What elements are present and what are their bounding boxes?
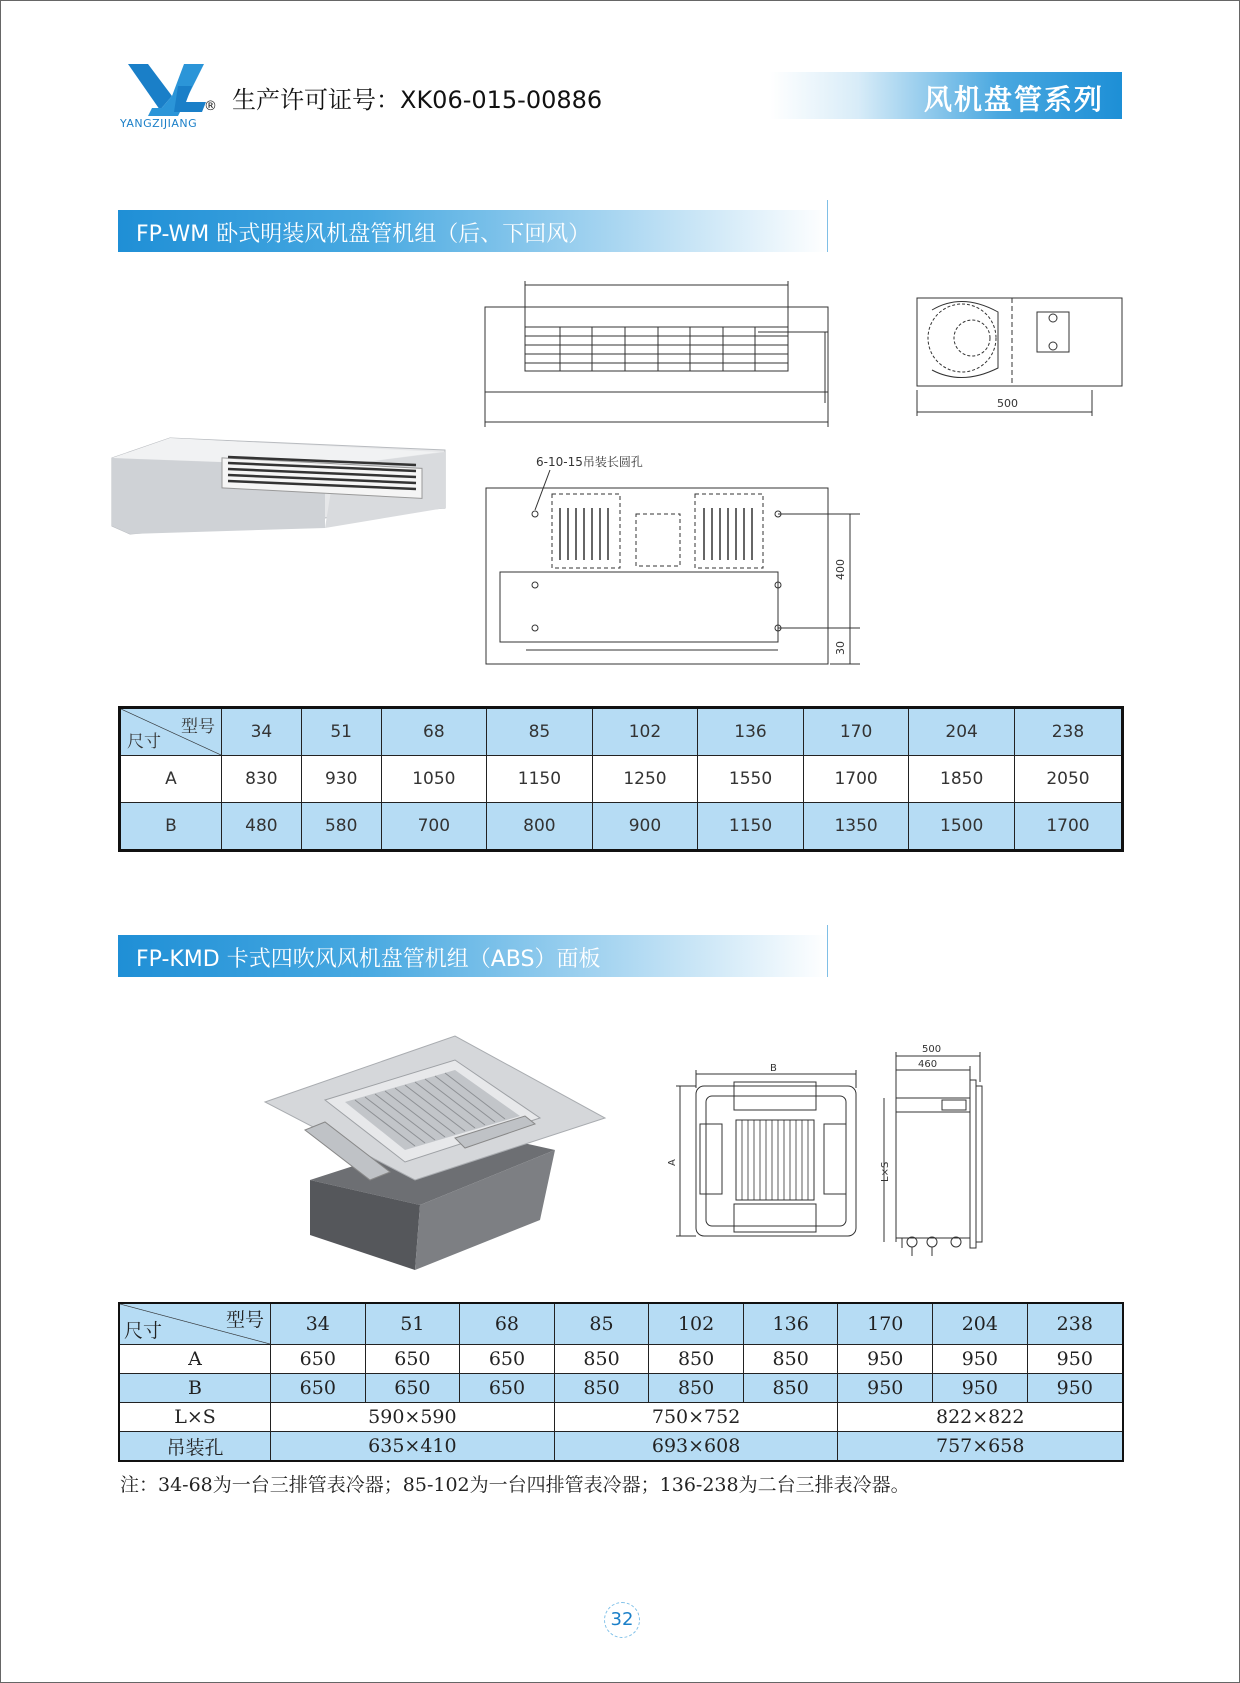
dim-a-label: A — [667, 1159, 678, 1166]
series-title: 风机盘管系列 — [923, 83, 1104, 116]
model-cell: 51 — [365, 1303, 460, 1345]
wall-fan-coil-photo — [110, 430, 445, 545]
dim-lxs-label: L×S — [880, 1161, 891, 1182]
model-cell: 170 — [803, 708, 909, 756]
section1-banner — [118, 210, 828, 252]
row-label: L×S — [119, 1403, 271, 1432]
table-cell: 900 — [592, 803, 698, 851]
cassette-fan-coil-photo — [265, 1030, 605, 1275]
section2-title: FP-KMD 卡式四吹风风机盘管机组（ABS）面板 — [136, 947, 601, 972]
table-footnote: 注：34-68为一台三排管表冷器；85-102为一台四排管表冷器；136-238为二台三排表冷器。 — [120, 1474, 910, 1496]
table-cell: 1250 — [592, 756, 698, 803]
table-cell: 1550 — [698, 756, 804, 803]
table-cell: 850 — [649, 1345, 744, 1374]
model-cell: 68 — [460, 1303, 555, 1345]
table-row — [119, 1432, 1123, 1462]
dim-30-label: 30 — [834, 641, 847, 655]
logo-text: YANGZIJIANG — [120, 117, 198, 130]
row-label: A — [120, 756, 222, 803]
table-cell: 850 — [743, 1374, 838, 1403]
corner-cell — [119, 1303, 271, 1345]
corner-size-label: 尺寸 — [127, 732, 161, 752]
table-cell: 1150 — [698, 803, 804, 851]
model-cell: 238 — [1027, 1303, 1123, 1345]
table-cell: 650 — [365, 1345, 460, 1374]
model-cell: 102 — [649, 1303, 744, 1345]
table-cell: 1700 — [1014, 803, 1122, 851]
table-cell: 757×658 — [838, 1432, 1123, 1462]
wm-plan-view-drawing — [480, 450, 880, 670]
table-cell: 830 — [222, 756, 302, 803]
model-cell: 238 — [1014, 708, 1122, 756]
table-header-row — [120, 708, 1123, 756]
model-cell: 34 — [271, 1303, 366, 1345]
table-cell: 650 — [460, 1345, 555, 1374]
kmd-dimension-table — [118, 1302, 1124, 1462]
dim-b-label: B — [770, 1063, 777, 1074]
kmd-side-elevation-drawing — [880, 1042, 990, 1257]
table-cell: 693×608 — [554, 1432, 838, 1462]
kmd-plan-view-drawing — [667, 1058, 870, 1248]
dim-500-label: 500 — [922, 1044, 942, 1055]
model-cell: 102 — [592, 708, 698, 756]
table-cell: 850 — [554, 1345, 649, 1374]
table-cell: 950 — [933, 1345, 1028, 1374]
table-cell: 950 — [838, 1345, 933, 1374]
table-cell: 650 — [271, 1374, 366, 1403]
corner-cell — [120, 708, 222, 756]
svg-text:®: ® — [204, 99, 217, 114]
table-cell: 800 — [487, 803, 593, 851]
table-cell: 950 — [1027, 1345, 1123, 1374]
table-row — [120, 756, 1123, 803]
table-cell: 850 — [649, 1374, 744, 1403]
table-cell: 950 — [838, 1374, 933, 1403]
model-cell: 34 — [222, 708, 302, 756]
table-cell: 930 — [301, 756, 381, 803]
table-cell: 650 — [460, 1374, 555, 1403]
table-cell: 700 — [381, 803, 487, 851]
table-row — [120, 803, 1123, 851]
table-header-row — [119, 1303, 1123, 1345]
wm-front-elevation-drawing — [480, 275, 835, 435]
table-cell: 1150 — [487, 756, 593, 803]
hole-note-label: 6-10-15吊装长圆孔 — [536, 455, 643, 469]
model-cell: 68 — [381, 708, 487, 756]
wm-side-elevation-drawing — [912, 290, 1127, 420]
dim-460-label: 460 — [918, 1059, 938, 1070]
row-label: B — [120, 803, 222, 851]
model-cell: 51 — [301, 708, 381, 756]
model-cell: 204 — [933, 1303, 1028, 1345]
table-row — [119, 1374, 1123, 1403]
table-cell: 822×822 — [838, 1403, 1123, 1432]
table-cell: 850 — [554, 1374, 649, 1403]
table-cell: 590×590 — [271, 1403, 555, 1432]
row-label: A — [119, 1345, 271, 1374]
table-row — [119, 1403, 1123, 1432]
model-cell: 136 — [743, 1303, 838, 1345]
table-cell: 850 — [743, 1345, 838, 1374]
table-cell: 1850 — [909, 756, 1015, 803]
table-cell: 2050 — [1014, 756, 1122, 803]
wm-dimension-table — [118, 706, 1124, 852]
dim-400-label: 400 — [834, 559, 847, 580]
model-cell: 85 — [554, 1303, 649, 1345]
banner-divider — [827, 925, 828, 977]
table-cell: 1500 — [909, 803, 1015, 851]
corner-model-label: 型号 — [181, 717, 215, 737]
section1-title: FP-WM 卧式明装风机盘管机组（后、下回风） — [136, 222, 591, 247]
table-cell: 750×752 — [554, 1403, 838, 1432]
table-cell: 950 — [933, 1374, 1028, 1403]
model-cell: 85 — [487, 708, 593, 756]
table-cell: 635×410 — [271, 1432, 555, 1462]
model-cell: 136 — [698, 708, 804, 756]
table-cell: 1350 — [803, 803, 909, 851]
corner-size-label: 尺寸 — [124, 1320, 163, 1342]
section2-banner — [118, 935, 828, 977]
dim-500-label: 500 — [997, 397, 1018, 410]
corner-model-label: 型号 — [225, 1309, 264, 1331]
table-cell: 950 — [1027, 1374, 1123, 1403]
table-cell: 650 — [271, 1345, 366, 1374]
page-number: 32 — [604, 1602, 640, 1638]
row-label: B — [119, 1374, 271, 1403]
table-cell: 1700 — [803, 756, 909, 803]
table-cell: 480 — [222, 803, 302, 851]
model-cell: 204 — [909, 708, 1015, 756]
row-label: 吊装孔 — [119, 1432, 271, 1462]
model-cell: 170 — [838, 1303, 933, 1345]
table-row — [119, 1345, 1123, 1374]
license-number: 生产许可证号：XK06-015-00886 — [232, 86, 603, 114]
table-cell: 650 — [365, 1374, 460, 1403]
table-cell: 1050 — [381, 756, 487, 803]
banner-divider — [827, 200, 828, 252]
table-cell: 580 — [301, 803, 381, 851]
series-banner — [770, 72, 1122, 119]
